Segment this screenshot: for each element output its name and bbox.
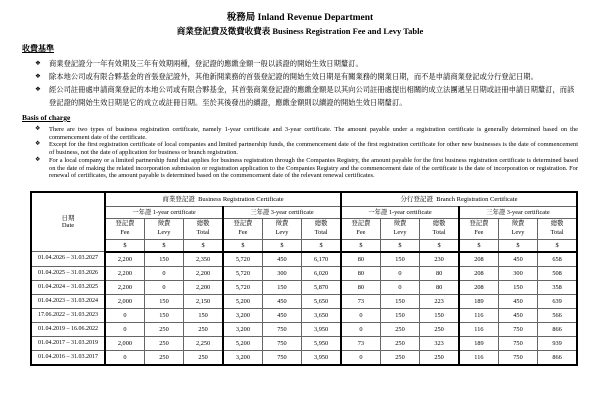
page-title: 稅務局 Inland Revenue Department (226, 13, 374, 23)
value-cell: 250 (420, 322, 459, 336)
date-cell: 01.04.2019 – 16.06.2022 (31, 322, 105, 336)
basis-heading-zh: 收費基準 (22, 44, 54, 53)
value-cell: 750 (498, 336, 537, 350)
value-cell: 189 (459, 336, 498, 350)
value-cell: 5,200 (223, 336, 262, 350)
column-header-en: Total (314, 228, 328, 236)
currency-row (31, 239, 577, 252)
value-cell: 2,000 (105, 294, 144, 308)
value-cell: 639 (538, 294, 577, 308)
column-header-en: Total (432, 228, 446, 236)
table-row (31, 280, 577, 294)
value-cell: 450 (262, 252, 301, 267)
bullet-item (22, 157, 578, 180)
fee-table (30, 191, 578, 366)
column-header-en: Levy (511, 228, 525, 236)
value-cell: 0 (380, 266, 419, 280)
date-cell: 01.04.2026 – 31.03.2027 (31, 252, 105, 267)
column-header-levy (498, 218, 537, 239)
date-cell: 01.04.2025 – 31.03.2026 (31, 266, 105, 280)
bullet-text: 經公司註冊處申請商業登記的本地公司或有限合夥基金，其首張商業登記證的應繳金額是以其向公司註冊處提出相關的成立法團遞呈日期或註冊申請日期釐訂，而該登記證的開始生效日期是它的成立或註冊日期。至於其後發出的續證，應繳金額則以續證的開始生效日期釐訂。 (49, 85, 575, 107)
column-header-en: Levy (275, 228, 289, 236)
basis-heading-en: Basis of charge (22, 113, 71, 122)
value-cell: 750 (262, 322, 301, 336)
currency-symbol: $ (223, 239, 262, 252)
value-cell: 80 (420, 266, 459, 280)
value-cell: 73 (341, 336, 380, 350)
value-cell: 750 (498, 350, 537, 365)
value-cell: 508 (538, 266, 577, 280)
value-cell: 223 (420, 294, 459, 308)
date-column-header (31, 192, 105, 252)
value-cell: 150 (262, 280, 301, 294)
value-cell: 0 (341, 322, 380, 336)
column-header-en: Levy (393, 228, 407, 236)
value-cell: 5,720 (223, 266, 262, 280)
value-cell: 150 (420, 308, 459, 322)
column-header-total (302, 218, 341, 239)
currency-symbol: $ (105, 239, 144, 252)
value-cell: 0 (105, 322, 144, 336)
column-header-zh: 總數 (550, 220, 564, 228)
value-cell: 150 (144, 294, 183, 308)
value-cell: 150 (380, 294, 419, 308)
column-header-zh: 登記費 (233, 220, 253, 228)
value-cell: 150 (144, 308, 183, 322)
table-row (31, 252, 577, 267)
value-cell: 150 (184, 308, 223, 322)
value-cell: 658 (538, 252, 577, 267)
value-cell: 450 (262, 294, 301, 308)
value-cell: 0 (144, 266, 183, 280)
value-cell: 2,250 (184, 336, 223, 350)
column-header-zh: 徵費 (393, 220, 407, 228)
cert-type-header: 一年證 1-year certificate (341, 206, 459, 218)
column-header-zh: 總數 (196, 220, 210, 228)
table-row (31, 294, 577, 308)
column-header-fee (105, 218, 144, 239)
value-cell: 5,720 (223, 252, 262, 267)
column-header-total (420, 218, 459, 239)
currency-symbol: $ (302, 239, 341, 252)
column-header-zh: 登記費 (351, 220, 371, 228)
page-subtitle: 商業登記費及徵費收費表 Business Registration Fee and Levy Table (176, 26, 424, 36)
value-cell: 80 (341, 280, 380, 294)
value-cell: 150 (498, 280, 537, 294)
value-cell: 939 (538, 336, 577, 350)
value-cell: 3,200 (223, 350, 262, 365)
column-header-zh: 徵費 (157, 220, 171, 228)
table-row (31, 336, 577, 350)
value-cell: 2,200 (105, 266, 144, 280)
column-header-row (31, 218, 577, 239)
value-cell: 150 (380, 252, 419, 267)
value-cell: 250 (184, 350, 223, 365)
diamond-bullet-icon: ❖ (35, 60, 41, 67)
column-header-levy (380, 218, 419, 239)
value-cell: 300 (498, 266, 537, 280)
column-header-fee (223, 218, 262, 239)
value-cell: 73 (341, 294, 380, 308)
value-cell: 5,870 (302, 280, 341, 294)
value-cell: 750 (498, 322, 537, 336)
table-group-header-row (31, 192, 577, 207)
value-cell: 250 (144, 322, 183, 336)
currency-symbol: $ (380, 239, 419, 252)
bullet-item (22, 83, 578, 109)
bullet-item (22, 57, 578, 70)
value-cell: 80 (341, 252, 380, 267)
column-header-fee (341, 218, 380, 239)
bullet-text: There are two types of business registration certificate, namely 1-year certificate and 3-year certificate. The amount payable under a registration certificate is generally determined based on the commencement date of the certificate. (49, 126, 578, 141)
value-cell: 0 (144, 280, 183, 294)
value-cell: 250 (380, 322, 419, 336)
value-cell: 230 (420, 252, 459, 267)
value-cell: 2,150 (184, 294, 223, 308)
value-cell: 450 (498, 308, 537, 322)
column-header-en: Levy (157, 228, 171, 236)
basis-bullet-list-zh (22, 57, 578, 109)
value-cell: 150 (144, 252, 183, 267)
date-cell: 01.04.2023 – 31.03.2024 (31, 294, 105, 308)
currency-symbol: $ (184, 239, 223, 252)
value-cell: 2,200 (105, 280, 144, 294)
value-cell: 3,650 (302, 308, 341, 322)
value-cell: 0 (341, 308, 380, 322)
value-cell: 2,000 (105, 336, 144, 350)
column-header-total (184, 218, 223, 239)
value-cell: 250 (420, 350, 459, 365)
value-cell: 323 (420, 336, 459, 350)
value-cell: 250 (144, 336, 183, 350)
value-cell: 0 (380, 280, 419, 294)
currency-symbol: $ (341, 239, 380, 252)
table-row (31, 322, 577, 336)
cert-type-header: 一年證 1-year certificate (105, 206, 223, 218)
column-header-total (538, 218, 577, 239)
value-cell: 450 (498, 294, 537, 308)
date-cell: 01.04.2016 – 31.03.2017 (31, 350, 105, 365)
value-cell: 866 (538, 322, 577, 336)
value-cell: 116 (459, 350, 498, 365)
currency-symbol: $ (459, 239, 498, 252)
bullet-item (22, 126, 578, 141)
value-cell: 2,350 (184, 252, 223, 267)
column-header-zh: 徵費 (511, 220, 525, 228)
value-cell: 250 (184, 322, 223, 336)
currency-symbol: $ (144, 239, 183, 252)
column-header-en: Total (550, 228, 564, 236)
value-cell: 250 (380, 350, 419, 365)
column-header-en: Fee (238, 228, 248, 236)
value-cell: 0 (105, 350, 144, 365)
value-cell: 116 (459, 322, 498, 336)
table-row (31, 350, 577, 365)
column-header-levy (262, 218, 301, 239)
value-cell: 5,200 (223, 294, 262, 308)
bullet-item (22, 70, 578, 83)
bullet-text: 除本地公司或有限合夥基金的首張登記證外，其他新開業務的首張登記證的開始生效日期是有關業務的開業日期，而不是申請商業登記或分行登記日期。 (49, 72, 538, 81)
column-header-zh: 登記費 (469, 220, 489, 228)
group-header-branch-registration: 分行登記證 Branch Registration Certificate (341, 192, 577, 207)
bullet-text: 商業登記證分一年有效期及三年有效期兩種，登記證的應繳金額一般以該證的開始生效日期釐訂。 (49, 59, 363, 68)
value-cell: 3,950 (302, 350, 341, 365)
value-cell: 80 (341, 266, 380, 280)
cert-type-header: 三年證 3-year certificate (459, 206, 577, 218)
column-header-zh: 總數 (314, 220, 328, 228)
diamond-bullet-icon: ❖ (35, 141, 41, 148)
diamond-bullet-icon: ❖ (35, 126, 41, 132)
bullet-text: Except for the first registration certificate of local companies and limited partnership funds, the commencement date of the first registration certificate for other new businesses is the date of commencement of business, not the date of application for business or branch registration. (49, 141, 578, 157)
value-cell: 5,950 (302, 336, 341, 350)
diamond-bullet-icon: ❖ (35, 86, 41, 93)
value-cell: 6,020 (302, 266, 341, 280)
value-cell: 450 (498, 252, 537, 267)
date-cell: 01.04.2024 – 31.03.2025 (31, 280, 105, 294)
bullet-item (22, 141, 578, 156)
column-header-zh: 徵費 (275, 220, 289, 228)
value-cell: 300 (262, 266, 301, 280)
column-header-zh: 總數 (432, 220, 446, 228)
column-header-en: Total (196, 228, 210, 236)
value-cell: 80 (420, 280, 459, 294)
cert-type-header: 三年證 3-year certificate (223, 206, 341, 218)
value-cell: 208 (459, 252, 498, 267)
value-cell: 208 (459, 266, 498, 280)
date-header-en: Date (61, 222, 75, 230)
diamond-bullet-icon: ❖ (35, 73, 41, 80)
column-header-levy (144, 218, 183, 239)
date-cell: 01.04.2017 – 31.03.2019 (31, 336, 105, 350)
date-header-zh: 日期 (61, 214, 75, 222)
diamond-bullet-icon: ❖ (35, 156, 41, 163)
table-row (31, 266, 577, 280)
date-cell: 17.06.2022 – 31.03.2023 (31, 308, 105, 322)
value-cell: 116 (459, 308, 498, 322)
currency-symbol: $ (498, 239, 537, 252)
column-header-fee (459, 218, 498, 239)
value-cell: 3,200 (223, 308, 262, 322)
currency-symbol: $ (420, 239, 459, 252)
value-cell: 566 (538, 308, 577, 322)
value-cell: 6,170 (302, 252, 341, 267)
value-cell: 358 (538, 280, 577, 294)
value-cell: 0 (341, 350, 380, 365)
value-cell: 866 (538, 350, 577, 365)
value-cell: 208 (459, 280, 498, 294)
value-cell: 750 (262, 350, 301, 365)
currency-symbol: $ (262, 239, 301, 252)
table-row (31, 308, 577, 322)
value-cell: 5,650 (302, 294, 341, 308)
value-cell: 3,950 (302, 322, 341, 336)
value-cell: 2,200 (184, 266, 223, 280)
value-cell: 2,200 (184, 280, 223, 294)
value-cell: 450 (262, 308, 301, 322)
currency-symbol: $ (538, 239, 577, 252)
bullet-text: For a local company or a limited partnership fund that applies for business registration through the Companies Registry, the amount payable for the first business registration certificate is determined based on the date of making the related incorporation submission or registration application to the Companies Registry and the commencement date of the certificate is the date of incorporation or registration. For renewal of certificates, the amount payable is determined based on the commencement date of the relevant renewal certificates. (49, 156, 578, 180)
value-cell: 2,200 (105, 252, 144, 267)
column-header-en: Fee (120, 228, 130, 236)
value-cell: 5,720 (223, 280, 262, 294)
value-cell: 750 (262, 336, 301, 350)
column-header-zh: 登記費 (115, 220, 135, 228)
group-header-business-registration: 商業登記證 Business Registration Certificate (105, 192, 341, 207)
cert-type-header-row (31, 206, 577, 218)
value-cell: 250 (380, 336, 419, 350)
column-header-en: Fee (474, 228, 484, 236)
value-cell: 189 (459, 294, 498, 308)
value-cell: 250 (144, 350, 183, 365)
value-cell: 3,200 (223, 322, 262, 336)
value-cell: 150 (380, 308, 419, 322)
value-cell: 0 (105, 308, 144, 322)
basis-bullet-list-en (22, 126, 578, 180)
column-header-en: Fee (356, 228, 366, 236)
